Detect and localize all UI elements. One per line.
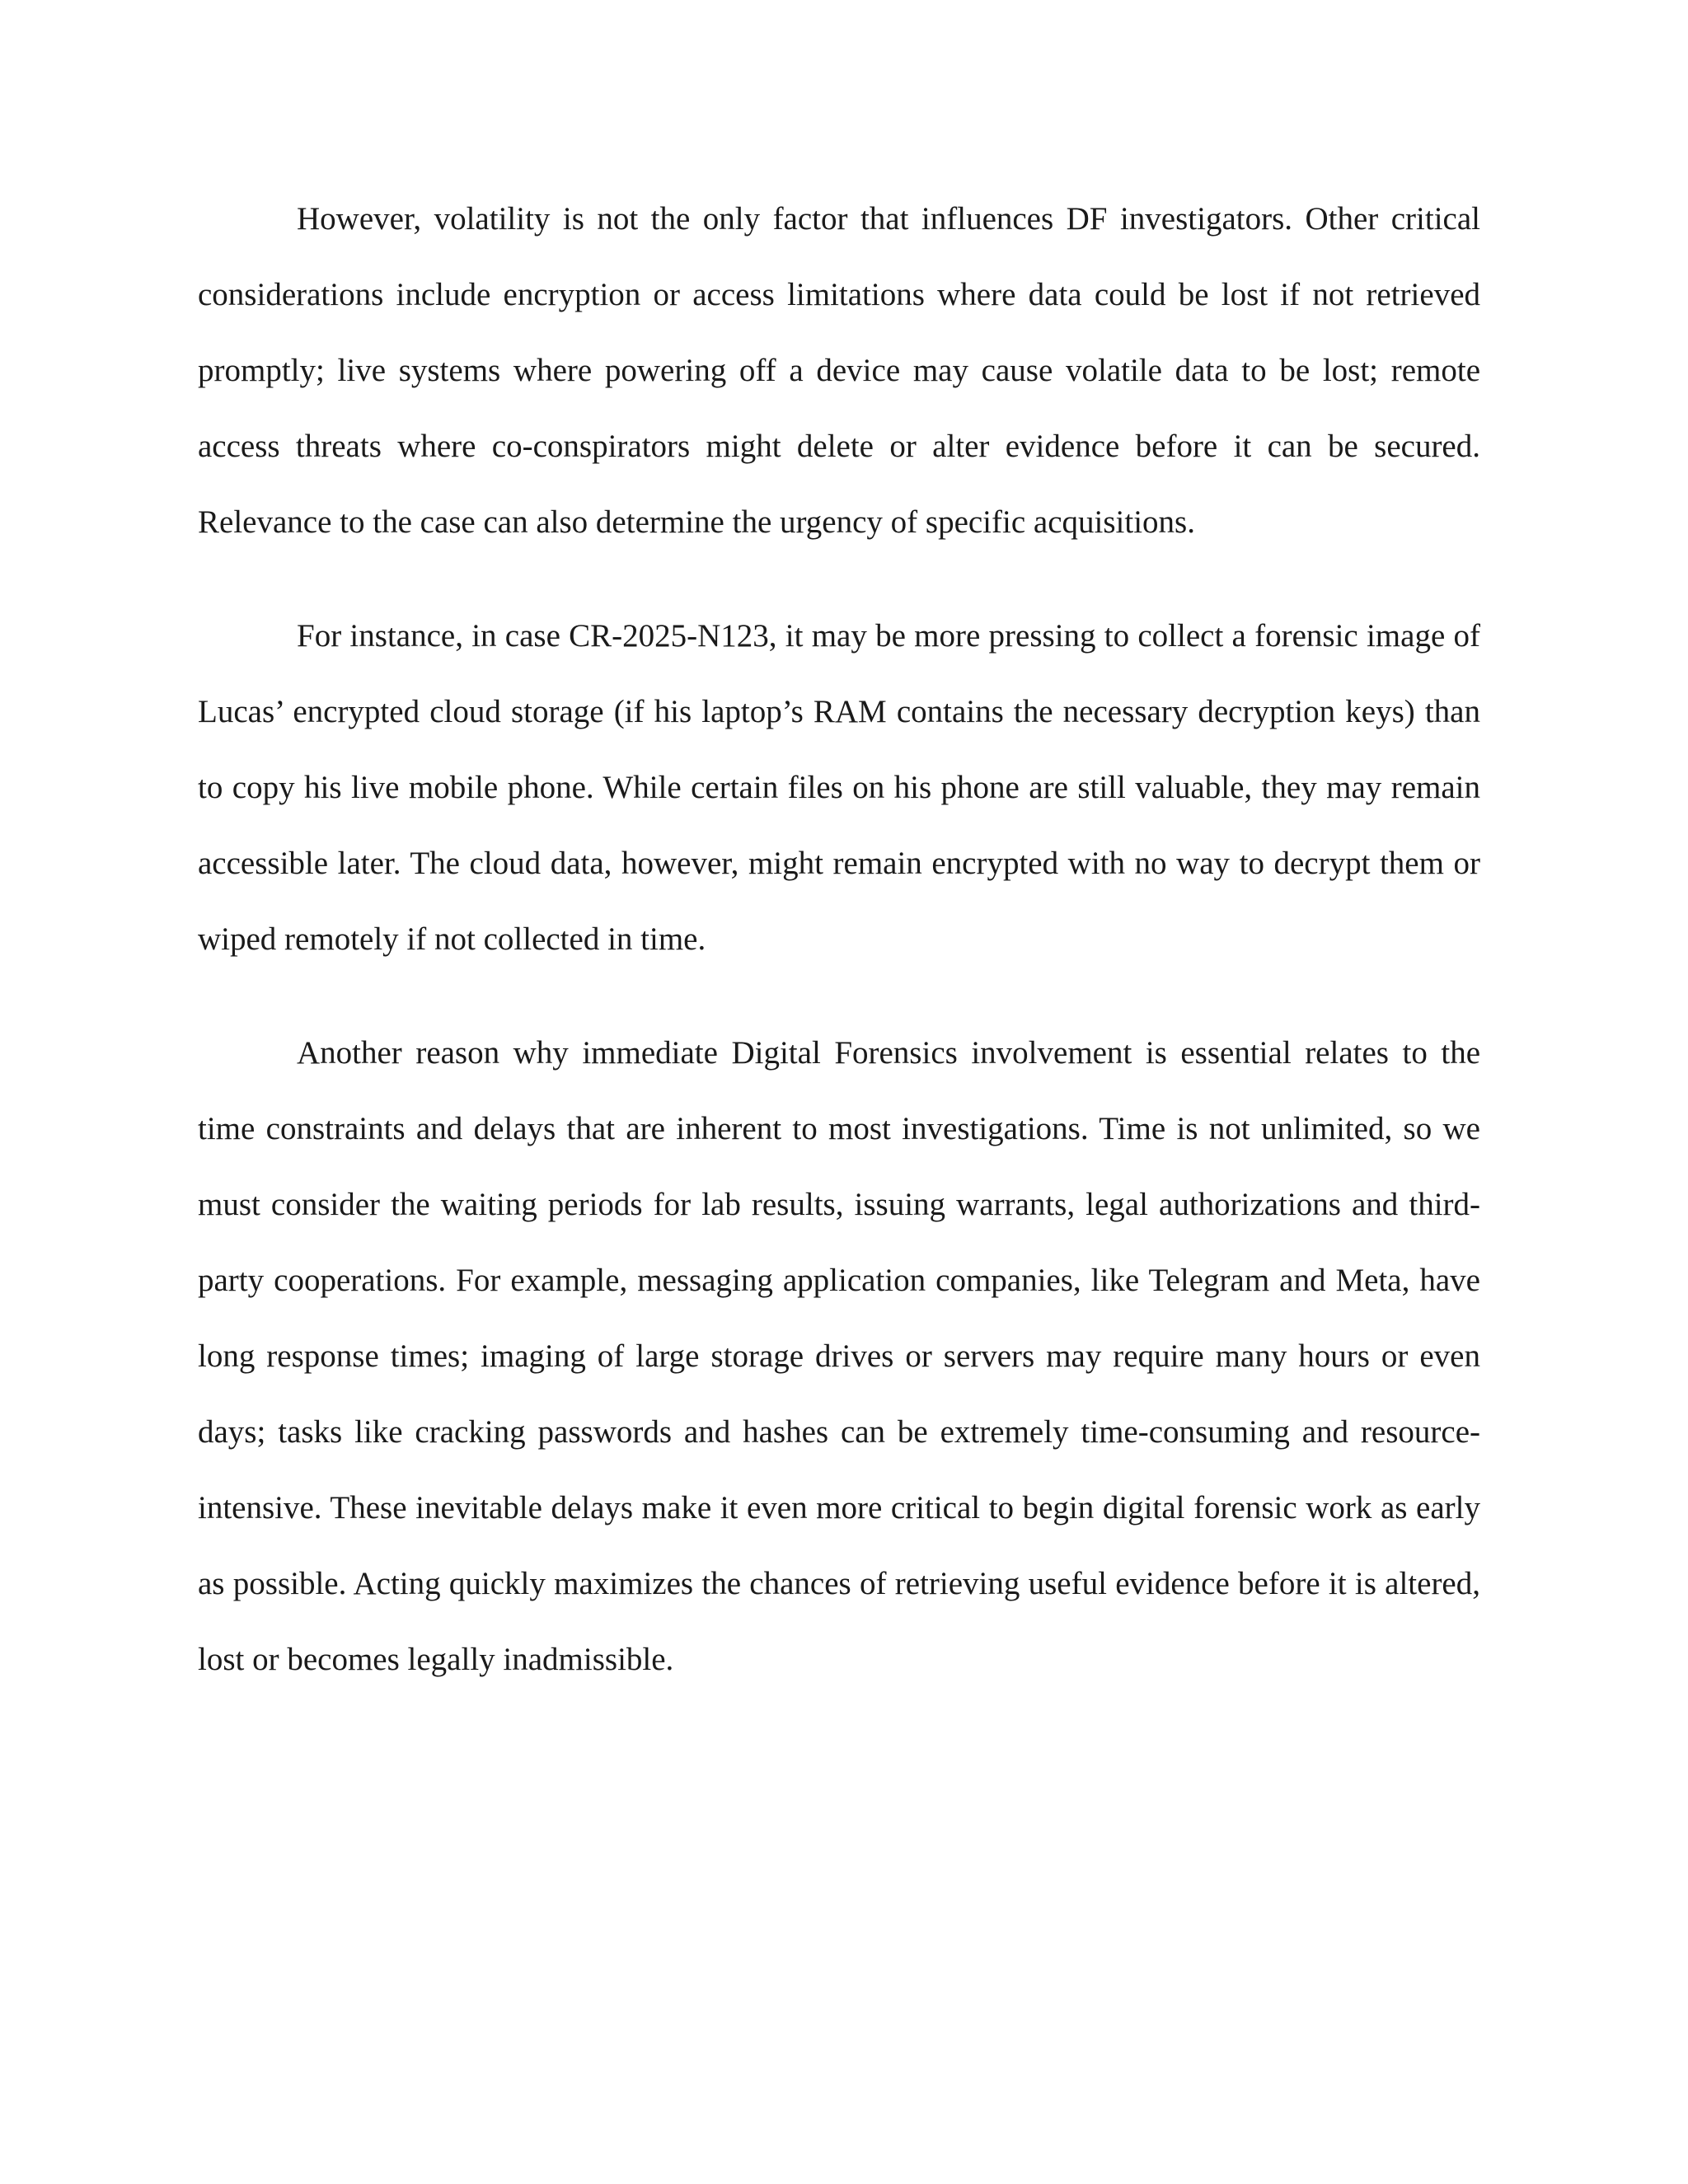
paragraph-time-constraints: Another reason why immediate Digital Forensics involvement is essential relates to the time constraints and delays that are inherent to most investigations. Time is not unlimited, so we must consider the waiting periods for lab results, issuing warrants, legal authorizations and third-party cooperations. For example, messaging application companies, like Telegram and Meta, have long response times; imaging of large storage drives or servers may require many hours or even days; tasks like cracking passwords and hashes can be extremely time-consuming and resource-intensive. These inevitable delays make it even more critical to begin digital forensic work as early as possible. Acting quickly maximizes the chances of retrieving useful evidence before it is altered, lost or becomes legally inadmissible. <box>198 1035 1480 1677</box>
paragraph-volatility: However, volatility is not the only factor that influences DF investigators. Other critical considerations include encryption or access limitations where data could be lost if not retrieved promptly; live systems where powering off a device may cause volatile data to be lost; remote access threats where co-conspirators might delete or alter evidence before it can be secured. Relevance to the case can also determine the urgency of specific acquisitions. <box>198 201 1480 540</box>
paragraph-case-example: For instance, in case CR-2025-N123, it may be more pressing to collect a forensic image of Lucas’ encrypted cloud storage (if his laptop’s RAM contains the necessary decryption keys) than to copy his live mobile phone. While certain files on his phone are still valuable, they may remain accessible later. The cloud data, however, might remain encrypted with no way to decrypt them or wiped remotely if not collected in time. <box>198 618 1480 957</box>
document-body <box>198 181 1480 1736</box>
